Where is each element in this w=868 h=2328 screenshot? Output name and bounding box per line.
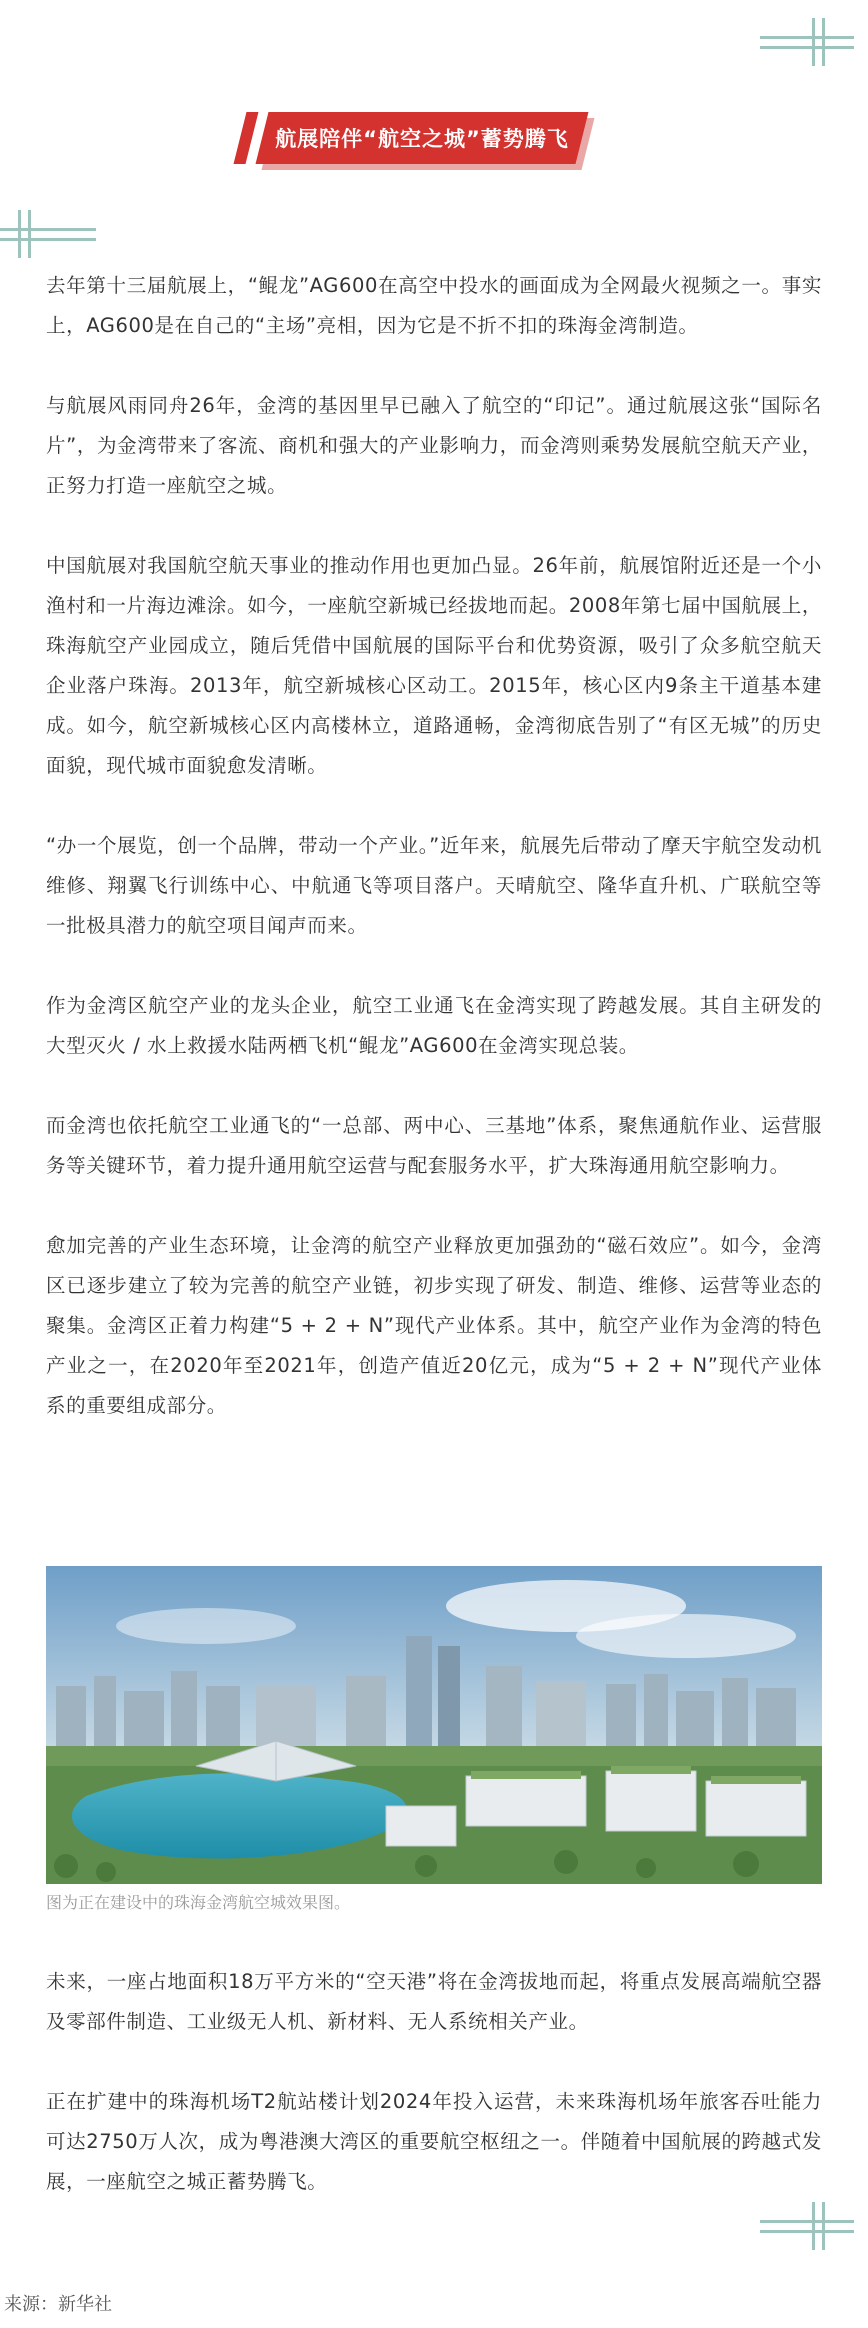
paragraph: 而金湾也依托航空工业通飞的“一总部、两中心、三基地”体系，聚焦通航作业、运营服务等关键环节，着力提升通用航空运营与配套服务水平，扩大珠海通用航空影响力。: [46, 1114, 822, 1177]
paragraph: “办一个展览，创一个品牌，带动一个产业。”近年来，航展先后带动了摩天宇航空发动机维修、翔翼飞行训练中心、中航通飞等项目落户。天晴航空、隆华直升机、广联航空等一批极具潜力的航空项目闻声而来。: [46, 834, 822, 937]
paragraph: 未来，一座占地面积18万平方米的“空天港”将在金湾拔地而起，将重点发展高端航空器及零部件制造、工业级无人机、新材料、无人系统相关产业。: [46, 1970, 822, 2033]
paragraph: 愈加完善的产业生态环境，让金湾的航空产业释放更加强劲的“磁石效应”。如今，金湾区已逐步建立了较为完善的航空产业链，初步实现了研发、制造、维修、运营等业态的聚集。金湾区正着力构建“5 + 2 + N”现代产业体系。其中，航空产业作为金湾的特色产业之一，在2020年至2021年，创造产值近20亿元，成为“5 + 2 + N”现代产业体系的重要组成部分。: [46, 1234, 822, 1417]
paragraph: 正在扩建中的珠海机场T2航站楼计划2024年投入运营，未来珠海机场年旅客吞吐能力可达2750万人次，成为粤港澳大湾区的重要航空枢纽之一。伴随着中国航展的跨越式发展，一座航空之城正蓄势腾飞。: [46, 2090, 822, 2193]
article-source: 来源：新华社: [4, 2294, 112, 2315]
paragraph: 中国航展对我国航空航天事业的推动作用也更加凸显。26年前，航展馆附近还是一个小渔村和一片海边滩涂。如今，一座航空新城已经拔地而起。2008年第七届中国航展上，珠海航空产业园成立，随后凭借中国航展的国际平台和优势资源，吸引了众多航空航天企业落户珠海。2013年，航空新城核心区动工。2015年，核心区内9条主干道基本建成。如今，航空新城核心区内高楼林立，道路通畅，金湾彻底告别了“有区无城”的历史面貌，现代城市面貌愈发清晰。: [46, 554, 822, 777]
hash-decoration-bottom-right: [760, 2202, 860, 2252]
banner-stripe: [234, 112, 259, 164]
aviation-city-rendering-image: [46, 1566, 822, 1884]
article-body-top: [46, 266, 822, 1426]
hash-decoration-top-right: [760, 18, 860, 68]
article-body-bottom: [46, 1962, 822, 2202]
page-title: 航展陪伴“航空之城”蓄势腾飞: [275, 127, 569, 151]
hash-decoration-left: [0, 210, 100, 260]
image-caption: 图为正在建设中的珠海金湾航空城效果图。: [46, 1893, 351, 1912]
paragraph: 去年第十三届航展上，“鲲龙”AG600在高空中投水的画面成为全网最火视频之一。事实上，AG600是在自己的“主场”亮相，因为它是不折不扣的珠海金湾制造。: [46, 274, 822, 337]
paragraph: 与航展风雨同舟26年，金湾的基因里早已融入了航空的“印记”。通过航展这张“国际名片”，为金湾带来了客流、商机和强大的产业影响力，而金湾则乘势发展航空航天产业，正努力打造一座航空之城。: [46, 394, 822, 497]
paragraph: 作为金湾区航空产业的龙头企业，航空工业通飞在金湾实现了跨越发展。其自主研发的大型灭火 / 水上救援水陆两栖飞机“鲲龙”AG600在金湾实现总装。: [46, 994, 822, 1057]
title-banner: [232, 104, 612, 164]
